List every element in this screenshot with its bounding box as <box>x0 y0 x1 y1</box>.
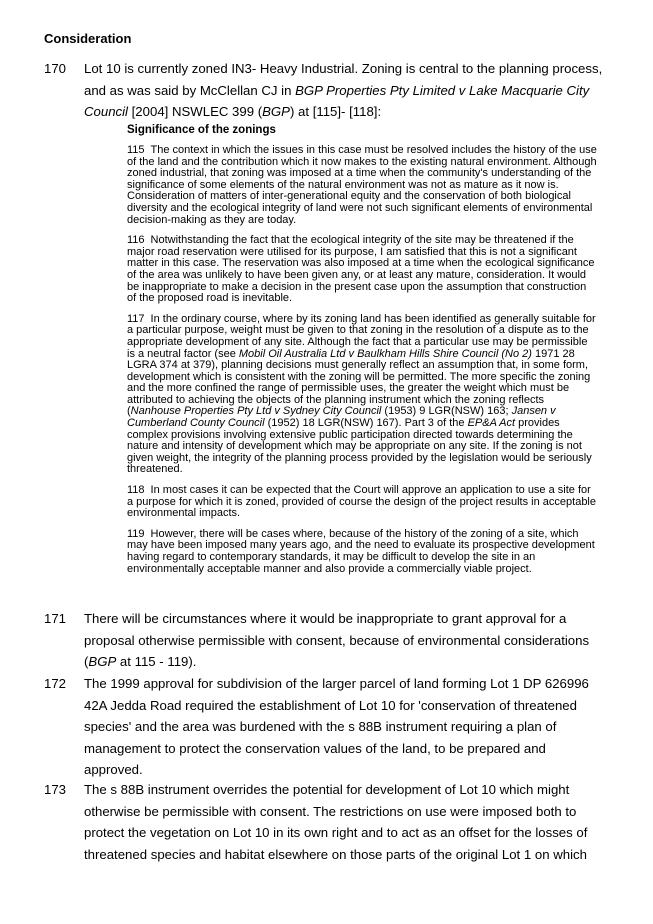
quote-paragraph-text: In most cases it can be expected that the Court will approve an application to use a site for a purpose for which it is zoned, provided of course the design of the project results in acceptable environmental impacts. <box>127 484 596 520</box>
quote-paragraph-number: 117 <box>127 312 145 325</box>
text-run: (1952) 18 LGR(NSW) 167). Part 3 of the <box>264 417 468 430</box>
paragraph-172 <box>44 673 604 781</box>
paragraph-173 <box>44 779 604 865</box>
quote-paragraph-text: Notwithstanding the fact that the ecological integrity of the site may be threatened if the major road reservation were utilised for its purpose, I am satisfied that this is not a significant matter in this case. The reservation was also imposed at a time when the ecological significance of the area was unlikely to have been given any, or at least any mature, consideration. It would be inappropriate to make a decision in the present case upon the assumption that construction of the proposed road is inevitable. <box>127 234 595 305</box>
quote-paragraph-116 <box>127 235 597 305</box>
quote-paragraph-number: 115 <box>127 144 145 156</box>
text-run: 1971 28 LGRA 374 at 379), planning decisions must generally reflect an assumption that, in some form, development which is consistent with the zoning will be permitted. The more specific the zoning and the more confined the range of permissible uses, the greater the weight which must be attributed to achieving the objects of the planning instrument which the zoning reflects ( <box>127 347 591 418</box>
quote-paragraph-115 <box>127 145 597 226</box>
text-run: at 115 - 119). <box>116 654 197 669</box>
quote-paragraph-number: 119 <box>127 527 145 540</box>
text-run: There will be circumstances where it would be inappropriate to grant approval for a proposal otherwise permissible with consent, because of environmental considerations ( <box>84 611 590 669</box>
case-name: Nanhouse Properties Pty Ltd v Sydney City Council <box>130 405 382 418</box>
case-abbrev: BGP <box>88 654 117 669</box>
text-run: In the ordinary course, where by its zoning land has been identified as generally suitable for a particular purpose, weight must be given to that zoning in the resolution of a dispute as to the appropriate development of any site. Although the fact that a particular use may be permissible is a neutral factor (see <box>127 312 596 360</box>
quote-paragraph-text: However, there will be cases where, because of the history of the zoning of a site, which may have been imposed many years ago, and the need to evaluate its prospective development having regard to contemporary standards, it may be difficult to develop the site in an environmentally acceptable manner and also provide a commercially viable project. <box>127 527 595 575</box>
act-name: EP&A Act <box>467 417 516 430</box>
paragraph-171 <box>44 608 604 673</box>
quote-paragraph-number: 118 <box>127 484 145 497</box>
quote-title: Significance of the zonings <box>127 124 276 136</box>
paragraph-text <box>84 58 604 123</box>
quote-paragraph-119 <box>127 529 597 575</box>
paragraph-text: The 1999 approval for subdivision of the larger parcel of land forming Lot 1 DP 626996 42A Jedda Road required the establishment of Lot 10 for 'conservation of threatened species' and the area was burdened with the s 88B instrument requiring a plan of management to protect the conservation values of the land, to be prepared and approved. <box>84 676 589 777</box>
case-abbrev: BGP <box>262 104 290 119</box>
paragraph-170 <box>44 58 604 123</box>
paragraph-number: 171 <box>44 611 67 626</box>
paragraph-text <box>84 608 604 673</box>
case-name: Mobil Oil Australia Ltd v Baulkham Hills Shire Council (No 2) <box>238 347 532 360</box>
text-run: ) at [115]- [118]: <box>289 104 382 119</box>
text-run: provides complex provisions involving extensive public participation directed towards determining the nature and intensity of development which may be appropriate on any site. If the zoning is not given weight, the integrity of the planning process provided by the legislation would be seriously threatened. <box>127 417 592 476</box>
paragraph-number: 172 <box>44 676 67 691</box>
paragraph-number: 170 <box>44 61 67 76</box>
paragraph-text: The s 88B instrument overrides the potential for development of Lot 10 which might otherwise be permissible with consent. The restrictions on use were imposed both to protect the vegetation on Lot 10 in its own right and to act as an offset for the losses of threatened species and habitat elsewhere on those parts of the original Lot 1 on which <box>84 782 588 862</box>
block-quote <box>127 124 597 584</box>
paragraph-number: 173 <box>44 782 67 797</box>
case-name: Jansen v Cumberland County Council <box>127 405 556 430</box>
case-name: BGP Properties Pty Limited v Lake Macquarie City Council <box>84 82 590 119</box>
quote-paragraph-118 <box>127 485 597 520</box>
quote-paragraph-text: The context in which the issues in this case must be resolved includes the history of the use of the land and the contribution which it now makes to the existing natural environment. Although zoned industrial, that zoning was imposed at a time when the community's understanding of the significance of some elements of the natural environment was not as mature as it now is. Consideration of matters of inter-generational equity and the conservation of both biological diversity and the ecological integrity of land were not such significant elements of environmental decision-making as they are today. <box>127 144 597 226</box>
text-run: Lot 10 is currently zoned IN3- Heavy Industrial. Zoning is central to the planning process, and as was said by McClellan CJ in <box>84 61 603 98</box>
section-heading: Consideration <box>44 31 132 46</box>
quote-paragraph-number: 116 <box>127 234 145 247</box>
text-run: [2004] NSWLEC 399 ( <box>127 104 263 119</box>
quote-paragraph-117 <box>127 314 597 476</box>
text-run: (1953) 9 LGR(NSW) 163; <box>381 405 512 418</box>
